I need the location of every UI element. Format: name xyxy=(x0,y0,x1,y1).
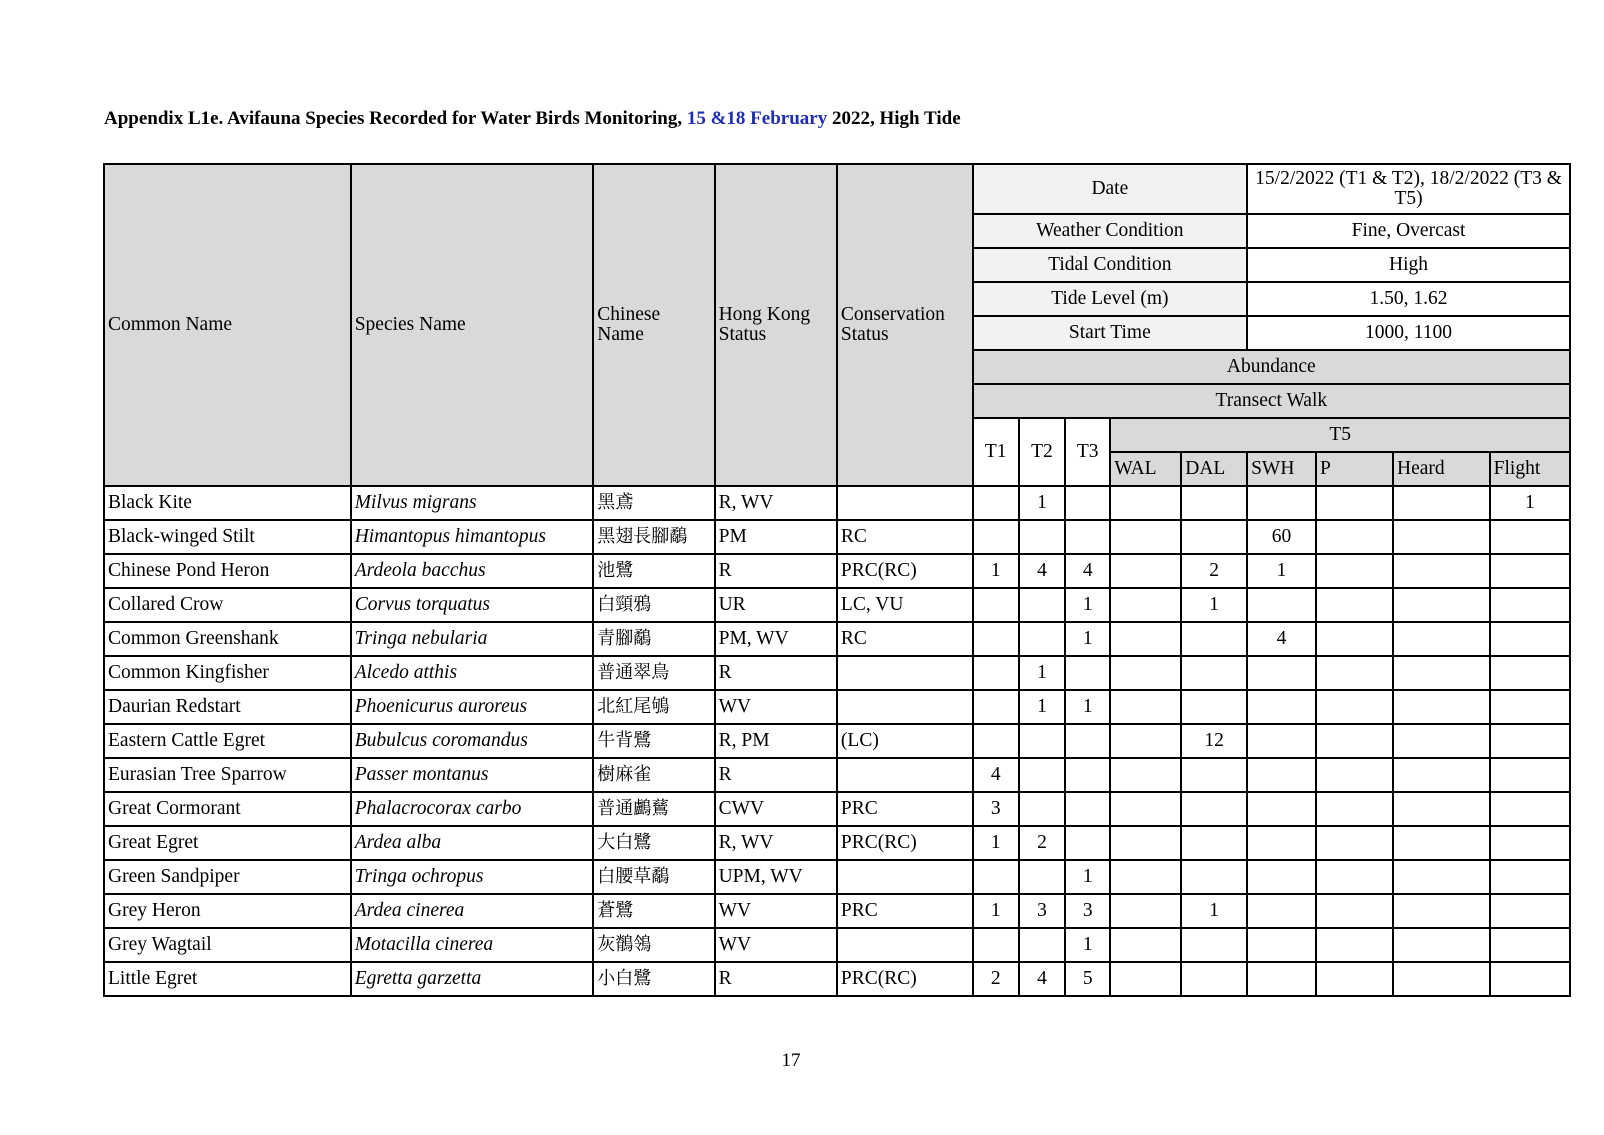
cell-chinese-name: 池鷺 xyxy=(593,554,714,588)
cell-t3 xyxy=(1065,792,1110,826)
cell-t3 xyxy=(1065,826,1110,860)
cell-t3 xyxy=(1065,486,1110,520)
cell-flight xyxy=(1490,520,1570,554)
cell-swh: 4 xyxy=(1247,622,1316,656)
tidal-value: High xyxy=(1247,248,1570,282)
cell-dal: 1 xyxy=(1181,588,1247,622)
cell-p xyxy=(1316,588,1393,622)
cell-t3: 4 xyxy=(1065,554,1110,588)
cell-heard xyxy=(1393,588,1490,622)
cell-dal xyxy=(1181,690,1247,724)
table-row xyxy=(104,792,1570,826)
cell-chinese-name: 北紅尾鴝 xyxy=(593,690,714,724)
cell-wal xyxy=(1110,486,1181,520)
cell-species-name: Himantopus himantopus xyxy=(351,520,594,554)
cell-chinese-name: 牛背鷺 xyxy=(593,724,714,758)
header-hk-status: Hong Kong Status xyxy=(715,164,837,486)
cell-hk-status: R xyxy=(715,962,837,996)
cell-common-name: Black Kite xyxy=(104,486,351,520)
cell-dal xyxy=(1181,928,1247,962)
cell-t2 xyxy=(1019,520,1065,554)
header-conservation-status: Conservation Status xyxy=(837,164,973,486)
cell-t1: 3 xyxy=(973,792,1019,826)
cell-hk-status: UR xyxy=(715,588,837,622)
cell-hk-status: R xyxy=(715,758,837,792)
cell-heard xyxy=(1393,622,1490,656)
cell-p xyxy=(1316,622,1393,656)
cell-p xyxy=(1316,894,1393,928)
cell-t2 xyxy=(1019,758,1065,792)
cell-wal xyxy=(1110,588,1181,622)
cell-t2: 3 xyxy=(1019,894,1065,928)
cell-species-name: Phoenicurus auroreus xyxy=(351,690,594,724)
cell-t2: 1 xyxy=(1019,690,1065,724)
cell-dal xyxy=(1181,520,1247,554)
cell-wal xyxy=(1110,860,1181,894)
cell-p xyxy=(1316,792,1393,826)
cell-dal: 1 xyxy=(1181,894,1247,928)
cell-wal xyxy=(1110,792,1181,826)
cell-flight xyxy=(1490,758,1570,792)
cell-t3: 5 xyxy=(1065,962,1110,996)
cell-chinese-name: 黑翅長腳鷸 xyxy=(593,520,714,554)
cell-p xyxy=(1316,656,1393,690)
cell-heard xyxy=(1393,724,1490,758)
cell-flight xyxy=(1490,928,1570,962)
cell-common-name: Grey Wagtail xyxy=(104,928,351,962)
cell-species-name: Motacilla cinerea xyxy=(351,928,594,962)
page-number: 17 xyxy=(781,1050,801,1071)
table-row xyxy=(104,860,1570,894)
header-t3: T3 xyxy=(1065,418,1110,486)
cell-hk-status: CWV xyxy=(715,792,837,826)
cell-species-name: Corvus torquatus xyxy=(351,588,594,622)
cell-swh xyxy=(1247,826,1316,860)
document-title xyxy=(104,108,961,130)
cell-species-name: Tringa nebularia xyxy=(351,622,594,656)
cell-hk-status: UPM, WV xyxy=(715,860,837,894)
cell-common-name: Black-winged Stilt xyxy=(104,520,351,554)
cell-t3 xyxy=(1065,520,1110,554)
cell-wal xyxy=(1110,928,1181,962)
cell-t1 xyxy=(973,928,1019,962)
cell-hk-status: R xyxy=(715,656,837,690)
cell-dal xyxy=(1181,486,1247,520)
cell-t2: 4 xyxy=(1019,962,1065,996)
header-common-name: Common Name xyxy=(104,164,351,486)
header-t5: T5 xyxy=(1110,418,1570,452)
cell-heard xyxy=(1393,656,1490,690)
abundance-header: Abundance xyxy=(973,350,1570,384)
tide-level-value: 1.50, 1.62 xyxy=(1247,282,1570,316)
cell-p xyxy=(1316,690,1393,724)
cell-flight xyxy=(1490,656,1570,690)
cell-conservation-status: RC xyxy=(837,622,973,656)
cell-t3: 3 xyxy=(1065,894,1110,928)
cell-wal xyxy=(1110,520,1181,554)
cell-conservation-status: LC, VU xyxy=(837,588,973,622)
table-row xyxy=(104,486,1570,520)
cell-chinese-name: 灰鶺鴒 xyxy=(593,928,714,962)
cell-t3: 1 xyxy=(1065,928,1110,962)
cell-p xyxy=(1316,928,1393,962)
cell-chinese-name: 樹麻雀 xyxy=(593,758,714,792)
table-row xyxy=(104,656,1570,690)
cell-t2: 4 xyxy=(1019,554,1065,588)
cell-dal: 2 xyxy=(1181,554,1247,588)
cell-t1 xyxy=(973,690,1019,724)
table-row xyxy=(104,622,1570,656)
cell-swh xyxy=(1247,758,1316,792)
title-suffix: 2022, High Tide xyxy=(827,108,961,129)
cell-chinese-name: 普通翠鳥 xyxy=(593,656,714,690)
cell-species-name: Milvus migrans xyxy=(351,486,594,520)
cell-swh: 1 xyxy=(1247,554,1316,588)
cell-t3: 1 xyxy=(1065,588,1110,622)
cell-common-name: Collared Crow xyxy=(104,588,351,622)
cell-flight xyxy=(1490,962,1570,996)
cell-conservation-status: PRC xyxy=(837,894,973,928)
cell-chinese-name: 白腰草鷸 xyxy=(593,860,714,894)
cell-t1 xyxy=(973,588,1019,622)
cell-dal xyxy=(1181,758,1247,792)
cell-wal xyxy=(1110,622,1181,656)
cell-flight xyxy=(1490,792,1570,826)
cell-chinese-name: 小白鷺 xyxy=(593,962,714,996)
cell-wal xyxy=(1110,656,1181,690)
cell-heard xyxy=(1393,486,1490,520)
cell-hk-status: R xyxy=(715,554,837,588)
cell-species-name: Passer montanus xyxy=(351,758,594,792)
cell-swh xyxy=(1247,588,1316,622)
cell-hk-status: R, PM xyxy=(715,724,837,758)
cell-wal xyxy=(1110,826,1181,860)
cell-p xyxy=(1316,724,1393,758)
cell-common-name: Chinese Pond Heron xyxy=(104,554,351,588)
table-row xyxy=(104,928,1570,962)
cell-chinese-name: 青腳鷸 xyxy=(593,622,714,656)
cell-swh xyxy=(1247,928,1316,962)
cell-swh xyxy=(1247,860,1316,894)
cell-common-name: Little Egret xyxy=(104,962,351,996)
cell-swh xyxy=(1247,792,1316,826)
cell-t1 xyxy=(973,486,1019,520)
date-label: Date xyxy=(973,164,1247,214)
table-row xyxy=(104,826,1570,860)
cell-t1: 1 xyxy=(973,826,1019,860)
cell-swh: 60 xyxy=(1247,520,1316,554)
cell-heard xyxy=(1393,826,1490,860)
cell-wal xyxy=(1110,758,1181,792)
cell-dal xyxy=(1181,792,1247,826)
cell-common-name: Common Kingfisher xyxy=(104,656,351,690)
cell-t2: 1 xyxy=(1019,656,1065,690)
cell-dal xyxy=(1181,656,1247,690)
cell-swh xyxy=(1247,486,1316,520)
cell-wal xyxy=(1110,894,1181,928)
cell-flight xyxy=(1490,826,1570,860)
cell-p xyxy=(1316,486,1393,520)
cell-dal xyxy=(1181,826,1247,860)
cell-wal xyxy=(1110,554,1181,588)
cell-chinese-name: 大白鷺 xyxy=(593,826,714,860)
start-time-value: 1000, 1100 xyxy=(1247,316,1570,350)
cell-hk-status: WV xyxy=(715,928,837,962)
cell-heard xyxy=(1393,894,1490,928)
cell-t1: 4 xyxy=(973,758,1019,792)
header-chinese-name: Chinese Name xyxy=(593,164,714,486)
cell-species-name: Alcedo atthis xyxy=(351,656,594,690)
cell-flight xyxy=(1490,894,1570,928)
cell-conservation-status: RC xyxy=(837,520,973,554)
cell-t2 xyxy=(1019,928,1065,962)
cell-species-name: Ardeola bacchus xyxy=(351,554,594,588)
cell-species-name: Ardea cinerea xyxy=(351,894,594,928)
cell-dal xyxy=(1181,860,1247,894)
date-value: 15/2/2022 (T1 & T2), 18/2/2022 (T3 & T5) xyxy=(1247,164,1570,214)
cell-t2: 2 xyxy=(1019,826,1065,860)
cell-flight xyxy=(1490,860,1570,894)
cell-chinese-name: 黑鳶 xyxy=(593,486,714,520)
cell-common-name: Daurian Redstart xyxy=(104,690,351,724)
cell-t1 xyxy=(973,520,1019,554)
cell-common-name: Eastern Cattle Egret xyxy=(104,724,351,758)
cell-dal xyxy=(1181,962,1247,996)
title-date-highlight: 15 &18 February xyxy=(686,108,828,129)
header-t1: T1 xyxy=(973,418,1019,486)
table-body xyxy=(104,486,1570,996)
cell-t3 xyxy=(1065,758,1110,792)
header-flight: Flight xyxy=(1490,452,1570,486)
cell-p xyxy=(1316,554,1393,588)
cell-p xyxy=(1316,758,1393,792)
cell-dal: 12 xyxy=(1181,724,1247,758)
cell-conservation-status xyxy=(837,656,973,690)
cell-flight xyxy=(1490,724,1570,758)
cell-hk-status: WV xyxy=(715,894,837,928)
cell-p xyxy=(1316,520,1393,554)
header-p: P xyxy=(1316,452,1393,486)
header-wal: WAL xyxy=(1110,452,1181,486)
cell-t1 xyxy=(973,656,1019,690)
cell-hk-status: R, WV xyxy=(715,826,837,860)
cell-wal xyxy=(1110,690,1181,724)
cell-flight xyxy=(1490,588,1570,622)
cell-t1 xyxy=(973,860,1019,894)
cell-t1 xyxy=(973,622,1019,656)
cell-common-name: Grey Heron xyxy=(104,894,351,928)
cell-common-name: Common Greenshank xyxy=(104,622,351,656)
cell-dal xyxy=(1181,622,1247,656)
cell-t2 xyxy=(1019,622,1065,656)
cell-t3 xyxy=(1065,724,1110,758)
table-row xyxy=(104,724,1570,758)
cell-t2 xyxy=(1019,724,1065,758)
cell-conservation-status xyxy=(837,486,973,520)
cell-hk-status: R, WV xyxy=(715,486,837,520)
cell-chinese-name: 白頸鴉 xyxy=(593,588,714,622)
cell-wal xyxy=(1110,962,1181,996)
cell-heard xyxy=(1393,690,1490,724)
cell-conservation-status: PRC(RC) xyxy=(837,962,973,996)
cell-hk-status: PM, WV xyxy=(715,622,837,656)
cell-conservation-status xyxy=(837,690,973,724)
cell-t1: 1 xyxy=(973,554,1019,588)
cell-species-name: Bubulcus coromandus xyxy=(351,724,594,758)
cell-heard xyxy=(1393,928,1490,962)
cell-swh xyxy=(1247,656,1316,690)
table-row xyxy=(104,588,1570,622)
cell-species-name: Ardea alba xyxy=(351,826,594,860)
cell-wal xyxy=(1110,724,1181,758)
cell-t1 xyxy=(973,724,1019,758)
cell-p xyxy=(1316,826,1393,860)
cell-species-name: Egretta garzetta xyxy=(351,962,594,996)
weather-label: Weather Condition xyxy=(973,214,1247,248)
cell-common-name: Great Cormorant xyxy=(104,792,351,826)
cell-conservation-status xyxy=(837,928,973,962)
table-row xyxy=(104,520,1570,554)
cell-t2: 1 xyxy=(1019,486,1065,520)
cell-hk-status: PM xyxy=(715,520,837,554)
tide-level-label: Tide Level (m) xyxy=(973,282,1247,316)
cell-heard xyxy=(1393,962,1490,996)
cell-swh xyxy=(1247,962,1316,996)
cell-t2 xyxy=(1019,792,1065,826)
transect-walk-header: Transect Walk xyxy=(973,384,1570,418)
cell-t3: 1 xyxy=(1065,860,1110,894)
avifauna-table xyxy=(103,163,1571,997)
header-t2: T2 xyxy=(1019,418,1065,486)
cell-common-name: Great Egret xyxy=(104,826,351,860)
cell-conservation-status xyxy=(837,758,973,792)
cell-swh xyxy=(1247,690,1316,724)
cell-swh xyxy=(1247,894,1316,928)
cell-common-name: Eurasian Tree Sparrow xyxy=(104,758,351,792)
cell-heard xyxy=(1393,758,1490,792)
table-row xyxy=(104,894,1570,928)
cell-flight xyxy=(1490,622,1570,656)
header-swh: SWH xyxy=(1247,452,1316,486)
cell-species-name: Tringa ochropus xyxy=(351,860,594,894)
cell-chinese-name: 蒼鷺 xyxy=(593,894,714,928)
cell-flight xyxy=(1490,554,1570,588)
cell-t2 xyxy=(1019,860,1065,894)
cell-t1: 2 xyxy=(973,962,1019,996)
cell-t1: 1 xyxy=(973,894,1019,928)
header-dal: DAL xyxy=(1181,452,1247,486)
cell-hk-status: WV xyxy=(715,690,837,724)
cell-t3: 1 xyxy=(1065,622,1110,656)
cell-heard xyxy=(1393,520,1490,554)
cell-heard xyxy=(1393,554,1490,588)
header-species-name: Species Name xyxy=(351,164,594,486)
cell-t3: 1 xyxy=(1065,690,1110,724)
start-time-label: Start Time xyxy=(973,316,1247,350)
cell-flight xyxy=(1490,690,1570,724)
tidal-label: Tidal Condition xyxy=(973,248,1247,282)
table-row xyxy=(104,690,1570,724)
header-heard: Heard xyxy=(1393,452,1490,486)
table-row xyxy=(104,554,1570,588)
cell-conservation-status: PRC(RC) xyxy=(837,554,973,588)
cell-heard xyxy=(1393,860,1490,894)
cell-common-name: Green Sandpiper xyxy=(104,860,351,894)
table-row xyxy=(104,962,1570,996)
cell-flight: 1 xyxy=(1490,486,1570,520)
title-prefix: Appendix L1e. Avifauna Species Recorded for Water Birds Monitoring, xyxy=(104,108,687,129)
cell-species-name: Phalacrocorax carbo xyxy=(351,792,594,826)
cell-conservation-status xyxy=(837,860,973,894)
cell-swh xyxy=(1247,724,1316,758)
cell-t2 xyxy=(1019,588,1065,622)
cell-conservation-status: PRC(RC) xyxy=(837,826,973,860)
cell-p xyxy=(1316,962,1393,996)
cell-conservation-status: (LC) xyxy=(837,724,973,758)
cell-conservation-status: PRC xyxy=(837,792,973,826)
cell-t3 xyxy=(1065,656,1110,690)
table-header xyxy=(104,164,1570,486)
cell-p xyxy=(1316,860,1393,894)
table-row xyxy=(104,758,1570,792)
cell-heard xyxy=(1393,792,1490,826)
cell-chinese-name: 普通鸕鶿 xyxy=(593,792,714,826)
weather-value: Fine, Overcast xyxy=(1247,214,1570,248)
